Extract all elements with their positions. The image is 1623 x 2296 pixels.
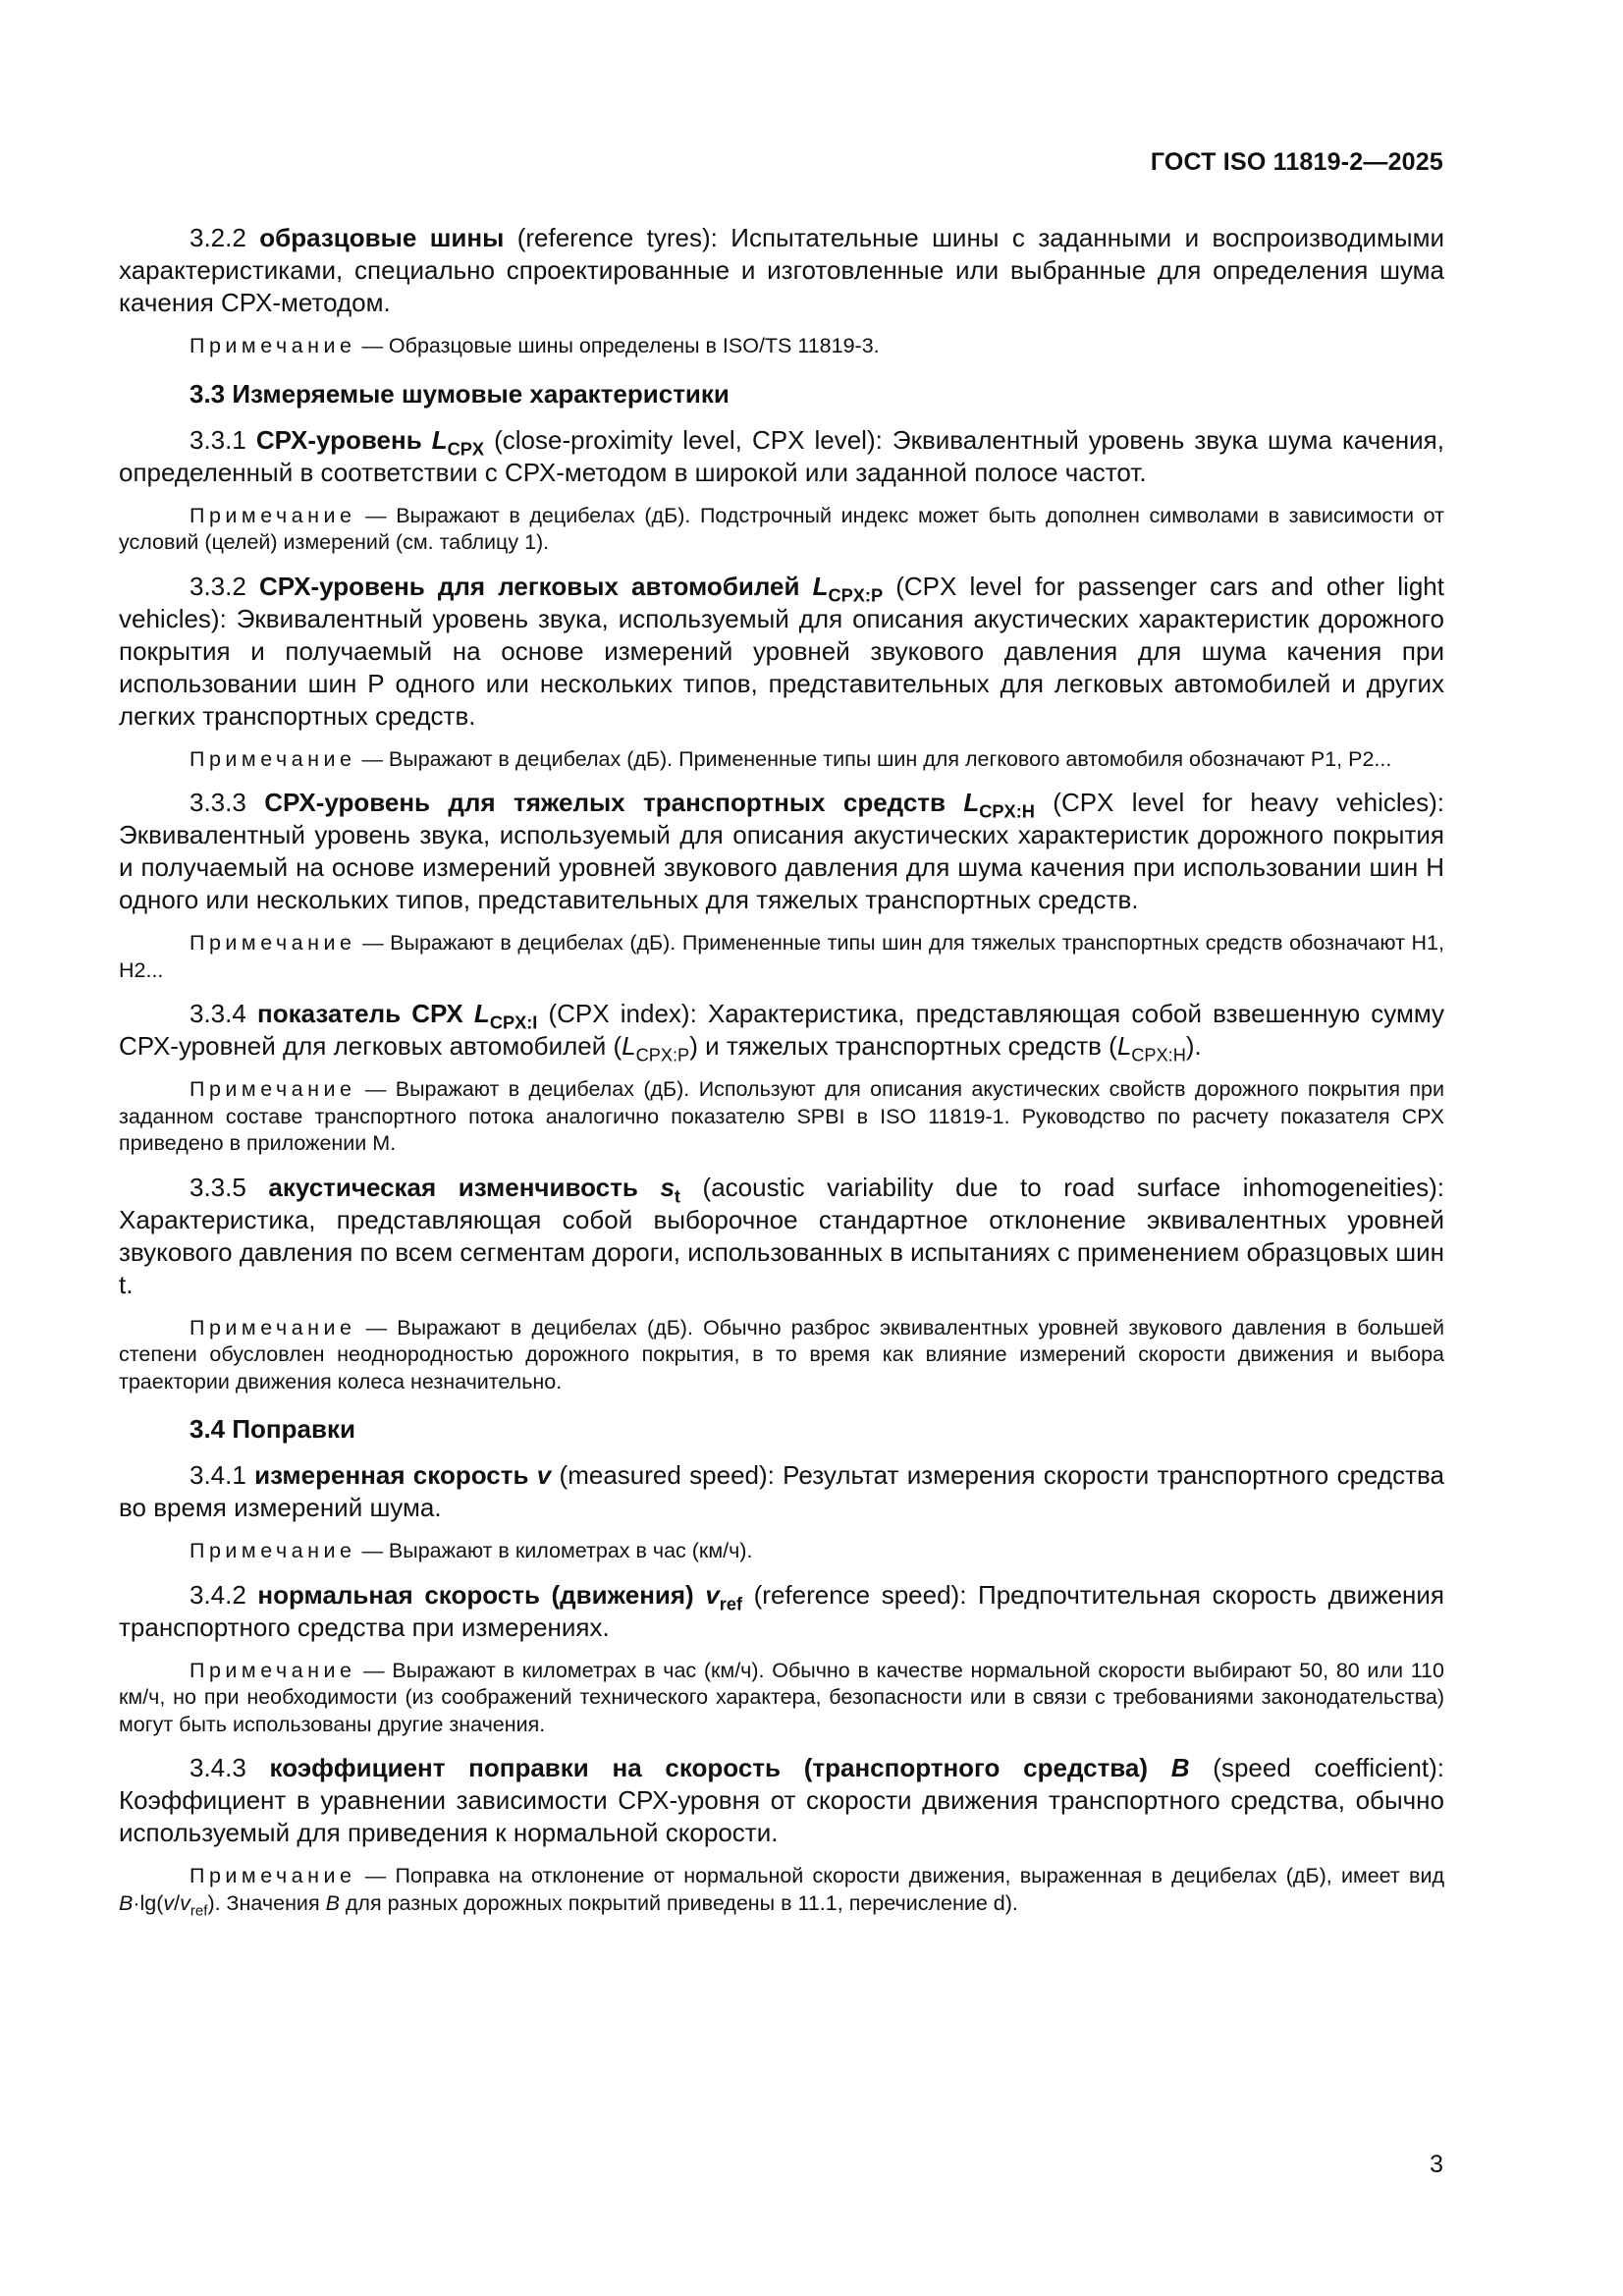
note-text-end: для разных дорожных покрытий приведены в 11.1, перечисление d). [339, 1890, 1018, 1915]
note-label: Примечание [189, 503, 356, 527]
term: нормальная скорость (движения) [257, 1579, 694, 1610]
clause-3-3-3 [119, 787, 1444, 916]
definition: (acoustic variability due to road surface inhomogeneities): Характеристика, представляющая собой выборочное стандартное отклонение эквивалентных уровней звукового давления по всем сегментам дороги, использованных в испытаниях с применением образцовых шин t. [119, 1172, 1444, 1299]
note-text: — Поправка на отклонение от нормальной скорости движения, выраженная в децибелах (дБ), имеет вид [364, 1864, 1444, 1887]
clause-number: 3.3.3 [189, 788, 246, 817]
symbol: $L_{CPX:I}$ [473, 999, 538, 1033]
definition: (CPX index): Характеристика, представляющая собой взвешенную сумму СРХ-уровней для легковых автомобилей ( [119, 999, 1445, 1061]
term: акустическая изменчивость [268, 1172, 638, 1202]
term: СРХ-уровень [255, 424, 422, 455]
definition: (reference tyres): Испытательные шины с заданными и воспроизводимыми характеристиками, специально спроектированные и изготовленные или выбранные для определения шума качения СРХ-методом. [119, 223, 1444, 317]
definition: (reference speed): Предпочтительная скорость движения транспортного средства при измерениях. [119, 1579, 1444, 1642]
term: показатель СРХ [257, 999, 463, 1028]
page-content [119, 222, 1444, 1931]
note-label: Примечание [189, 334, 356, 357]
clause-3-2-2 [119, 222, 1444, 319]
note-text: — Выражают в километрах в час (км/ч). Обычно в качестве нормальной скорости выбирают 50, 80 или 110 км/ч, но при необходимости (из соображений технического характера, безопасности или в связи с требованиями законодательства) могут быть использованы другие значения. [119, 1658, 1444, 1736]
symbol: $s_t$ [660, 1172, 680, 1206]
clause-number: 3.4.1 [189, 1460, 246, 1490]
symbol-ref: $L_{CPX:P}$ [622, 1031, 690, 1066]
formula-symbol: B [119, 1890, 134, 1915]
note-label: Примечание [189, 1077, 356, 1101]
clause-3-4-2 [119, 1579, 1444, 1644]
note-3-3-1 [119, 503, 1444, 557]
note-text: — Выражают в децибелах (дБ). Примененные типы шин для тяжелых транспортных средств обозначают Н1, Н2... [119, 931, 1444, 982]
clause-3-3-5 [119, 1172, 1444, 1301]
note-3-3-2 [119, 746, 1444, 774]
clause-number: 3.2.2 [189, 223, 246, 252]
term: образцовые шины [259, 223, 505, 252]
definition-end: ). [1185, 1031, 1202, 1061]
symbol: B [1170, 1753, 1190, 1782]
note-text: — Образцовые шины определены в ISO/TS 11819-3. [361, 334, 880, 357]
formula-part: / [174, 1890, 181, 1915]
note-3-3-4 [119, 1076, 1444, 1158]
note-3-3-3 [119, 930, 1444, 984]
note-3-4-3 [119, 1863, 1444, 1917]
formula-symbol: v [163, 1890, 175, 1915]
definition: (CPX level for heavy vehicles): Эквивалентный уровень звука, используемый для описания акустических характеристик дорожного покрытия и получаемый на основе измерений уровней звукового давления для шума качения при использовании шин Н одного или нескольких типов, представительных для тяжелых транспортных средств. [119, 788, 1444, 914]
note-label: Примечание [189, 746, 356, 771]
note-label: Примечание [189, 1315, 356, 1339]
symbol: v [536, 1460, 552, 1490]
clause-3-3-1 [119, 424, 1444, 489]
clause-3-3-4 [119, 998, 1445, 1066]
definition: (close-proximity level, CPX level): Эквивалентный уровень звука шума качения, определенный в соответствии с СРХ-методом в широкой или заданной полосе частот. [119, 424, 1444, 487]
note-text: — Выражают в децибелах (дБ). Подстрочный индекс может быть дополнен символами в зависимости от условий (целей) измерений (см. таблицу 1). [119, 503, 1444, 554]
formula-part: ·lg( [133, 1890, 164, 1915]
clause-number: 3.3.2 [189, 571, 246, 601]
definition: (CPX level for passenger cars and other light vehicles): Эквивалентный уровень звука, используемый для описания акустических характеристик дорожного покрытия и получаемый на основе измерений уровней звукового давления для шума качения при использовании шин Р одного или нескольких типов, представительных для легковых автомобилей и других легких транспортных средств. [119, 571, 1444, 731]
term: измеренная скорость [254, 1460, 529, 1490]
clause-number: 3.3.5 [189, 1172, 246, 1202]
clause-number: 3.4.2 [189, 1579, 246, 1610]
definition-cont: ) и тяжелых транспортных средств ( [689, 1031, 1117, 1061]
section-title-3-4: 3.4 Поправки [189, 1414, 355, 1444]
note-3-4-1 [119, 1538, 1444, 1565]
note-3-2-2 [119, 333, 1444, 360]
note-text: — Выражают в децибелах (дБ). Обычно разброс эквивалентных уровней звукового давления в большей степени обусловлен неоднородностью дорожного покрытия, в то время как влияние измерений скорости движения и выбора траектории движения колеса незначительно. [119, 1315, 1444, 1394]
note-label: Примечание [189, 931, 356, 955]
symbol: $L_{CPX:H}$ [963, 788, 1035, 822]
page-number: 3 [1430, 2151, 1443, 2178]
document-header: ГОСТ ISO 11819-2—2025 [1150, 148, 1443, 176]
note-3-3-5 [119, 1315, 1444, 1396]
term: коэффициент поправки на скорость (транспортного средства) [269, 1753, 1149, 1782]
clause-number: 3.3.4 [189, 999, 246, 1028]
note-text: — Выражают в децибелах (дБ). Примененные типы шин для легкового автомобиля обозначают Р1, Р2... [361, 746, 1392, 771]
note-text: — Выражают в децибелах (дБ). Используют для описания акустических свойств дорожного покрытия при заданном составе транспортного потока аналогично показателю SPBI в ISO 11819-1. Руководство по расчету показателя СРХ приведено в приложении М. [119, 1077, 1444, 1155]
note-text: — Выражают в километрах в час (км/ч). [361, 1539, 753, 1562]
note-label: Примечание [189, 1658, 356, 1682]
section-title-3-3: 3.3 Измеряемые шумовые характеристики [189, 378, 730, 409]
symbol: $L_{CPX}$ [431, 424, 485, 459]
definition: (measured speed): Результат измерения скорости транспортного средства во время измерений шума. [119, 1460, 1444, 1522]
symbol: $L_{CPX:P}$ [812, 571, 884, 605]
symbol: $v_{ref}$ [705, 1579, 743, 1613]
clause-number: 3.3.1 [189, 424, 246, 455]
clause-3-4-1 [119, 1459, 1444, 1524]
note-3-4-2 [119, 1658, 1444, 1739]
term: СРХ-уровень для тяжелых транспортных средств [264, 788, 947, 817]
definition: (speed coefficient): Коэффициент в уравнении зависимости СРХ-уровня от скорости движения транспортного средства, обычно используемый для приведения к нормальной скорости. [119, 1753, 1444, 1847]
note-label: Примечание [189, 1539, 356, 1562]
clause-3-3-2 [119, 571, 1444, 733]
clause-number: 3.4.3 [189, 1753, 246, 1782]
formula-symbol: B [325, 1890, 340, 1915]
formula-symbol: $v_{ref}$ [180, 1890, 208, 1919]
formula-part: ). Значения [207, 1890, 326, 1915]
term: СРХ-уровень для легковых автомобилей [258, 571, 800, 601]
note-label: Примечание [189, 1864, 356, 1887]
clause-3-4-3 [119, 1752, 1444, 1849]
symbol-ref: $L_{CPX:H}$ [1116, 1031, 1186, 1066]
